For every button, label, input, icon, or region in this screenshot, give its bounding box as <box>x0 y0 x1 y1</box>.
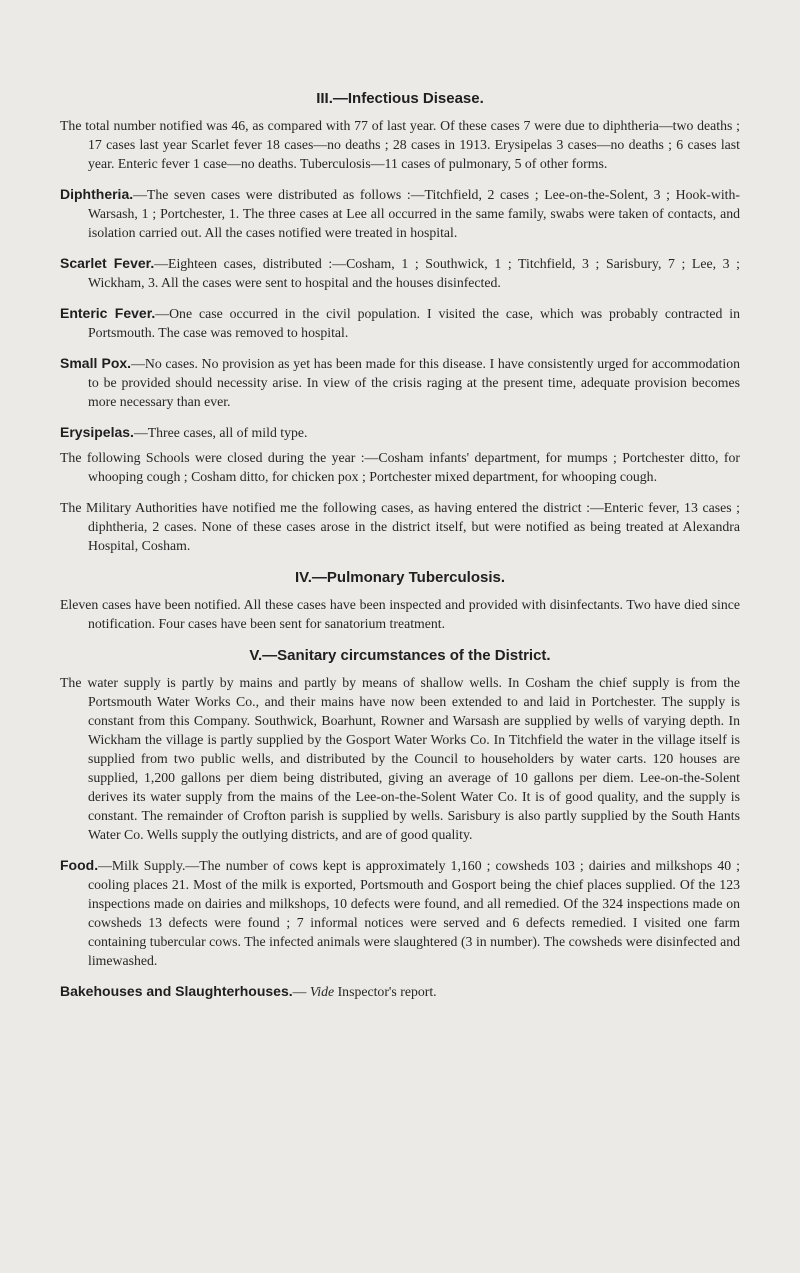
lead-erysipelas: Erysipelas. <box>60 424 134 440</box>
vide-italic: Vide <box>309 984 335 999</box>
lead-scarlet-fever: Scarlet Fever. <box>60 255 155 271</box>
paragraph-scarlet-fever: Scarlet Fever.—Eighteen cases, distributed :—Cosham, 1 ; Southwick, 1 ; Titchfield, 3 ; Sarisbury, 7 ; Lee, 3 ; Wickham, 3. All the cases were sent to hospital and the houses disinfected. <box>60 255 740 290</box>
paragraph-erysipelas: Erysipelas.—Three cases, all of mild type. <box>60 424 308 440</box>
paragraph-tuberculosis: Eleven cases have been notified. All these cases have been inspected and provided with disinfectants. Two have died since notification. Four cases have been sent for sanatorium treatment. <box>60 597 740 631</box>
lead-small-pox: Small Pox. <box>60 355 132 371</box>
paragraph-food: Food.—Milk Supply.—The number of cows kept is approximately 1,160 ; cowsheds 103 ; dairies and milkshops 40 ; cooling places 21. Most of the milk is exported, Portsmouth and Gosport being the chief places supplied. Of the 123 inspections made on dairies and milkshops, 10 defects were found, and all remedied. Of the 324 inspections made on cowsheds 13 defects were found ; 7 informal notices were served and 6 defects remedied. I visited one farm containing tubercular cows. The infected animals were slaughtered (3 in number). The cowsheds were disinfected and limewashed. <box>60 857 740 968</box>
paragraph-small-pox: Small Pox.—No cases. No provision as yet has been made for this disease. I have consistently urged for accommodation to be provided should necessity arise. In view of the crisis raging at the present time, adequate provision becomes more necessary than ever. <box>60 355 741 409</box>
section-heading-pulmonary-tuberculosis: IV.—Pulmonary Tuberculosis. <box>294 569 506 586</box>
paragraph-bakehouses: Bakehouses and Slaughterhouses.— Vide Inspector's report. <box>60 983 437 999</box>
paragraph-military-authorities: The Military Authorities have notified me the following cases, as having entered the district :—Enteric fever, 13 cases ; diphtheria, 2 cases. None of these cases arose in the district itself, but were notified as being treated at Alexandra Hospital, Cosham. <box>60 500 740 553</box>
paragraph-diphtheria: Diphtheria.—The seven cases were distributed as follows :—Titchfield, 2 cases ; Lee-on-the-Solent, 3 ; Hook-with-Warsash, 1 ; Portchester, 1. The three cases at Lee all occurred in the same family, swabs were taken of contacts, and isolation carried out. All the cases notified were treated in hospital. <box>60 186 740 240</box>
section-heading-sanitary-circumstances: V.—Sanitary circumstances of the District. <box>249 647 551 664</box>
paragraph-total-notified: The total number notified was 46, as compared with 77 of last year. Of these cases 7 were due to diphtheria—two deaths ; 17 cases last year Scarlet fever 18 cases—no deaths ; 28 cases in 1913. Erysipelas 3 cases—no deaths ; 6 cases last year. Enteric fever 1 case—no deaths. Tuberculosis—11 cases of pulmonary, 5 of other forms. <box>60 118 740 171</box>
lead-bakehouses: Bakehouses and Slaughterhouses. <box>60 983 293 999</box>
paragraph-enteric-fever: Enteric Fever.—One case occurred in the civil population. I visited the case, which was probably contracted in Portsmouth. The case was removed to hospital. <box>60 305 740 340</box>
lead-diphtheria: Diphtheria. <box>60 186 134 202</box>
paragraph-water-supply: The water supply is partly by mains and partly by means of shallow wells. In Cosham the chief supply is from the Portsmouth Water Works Co., and their mains have now been extended to and laid in Portchester. The supply is constant from this Company. Southwick, Boarhunt, Rowner and Warsash are supplied by wells of varying depth. In Wickham the village is partly supplied by the Gosport Water Works Co. In Titchfield the water in the village itself is supplied from two public wells, and distributed by the Council to householders by water carts. 120 houses are supplied, 1,200 gallons per diem being distributed, giving an average of 10 gallons per diem. Lee-on-the-Solent derives its water supply from the mains of the Lee-on-the-Solent Water Co. It is of good quality, and the supply is constant. The remainder of Crofton parish is supplied by wells. Sarisbury is also partly supplied by the South Hants Water Co. Wells supply the outlying districts, and are of good quality. <box>60 675 740 842</box>
lead-food: Food. <box>60 857 99 873</box>
section-heading-infectious-disease: III.—Infectious Disease. <box>316 90 484 107</box>
lead-enteric-fever: Enteric Fever. <box>60 305 156 321</box>
paragraph-schools-closed: The following Schools were closed during the year :—Cosham infants' department, for mumps ; Portchester ditto, for whooping cough ; Cosham ditto, for chicken pox ; Portchester mixed department, for whooping cough. <box>60 450 740 484</box>
